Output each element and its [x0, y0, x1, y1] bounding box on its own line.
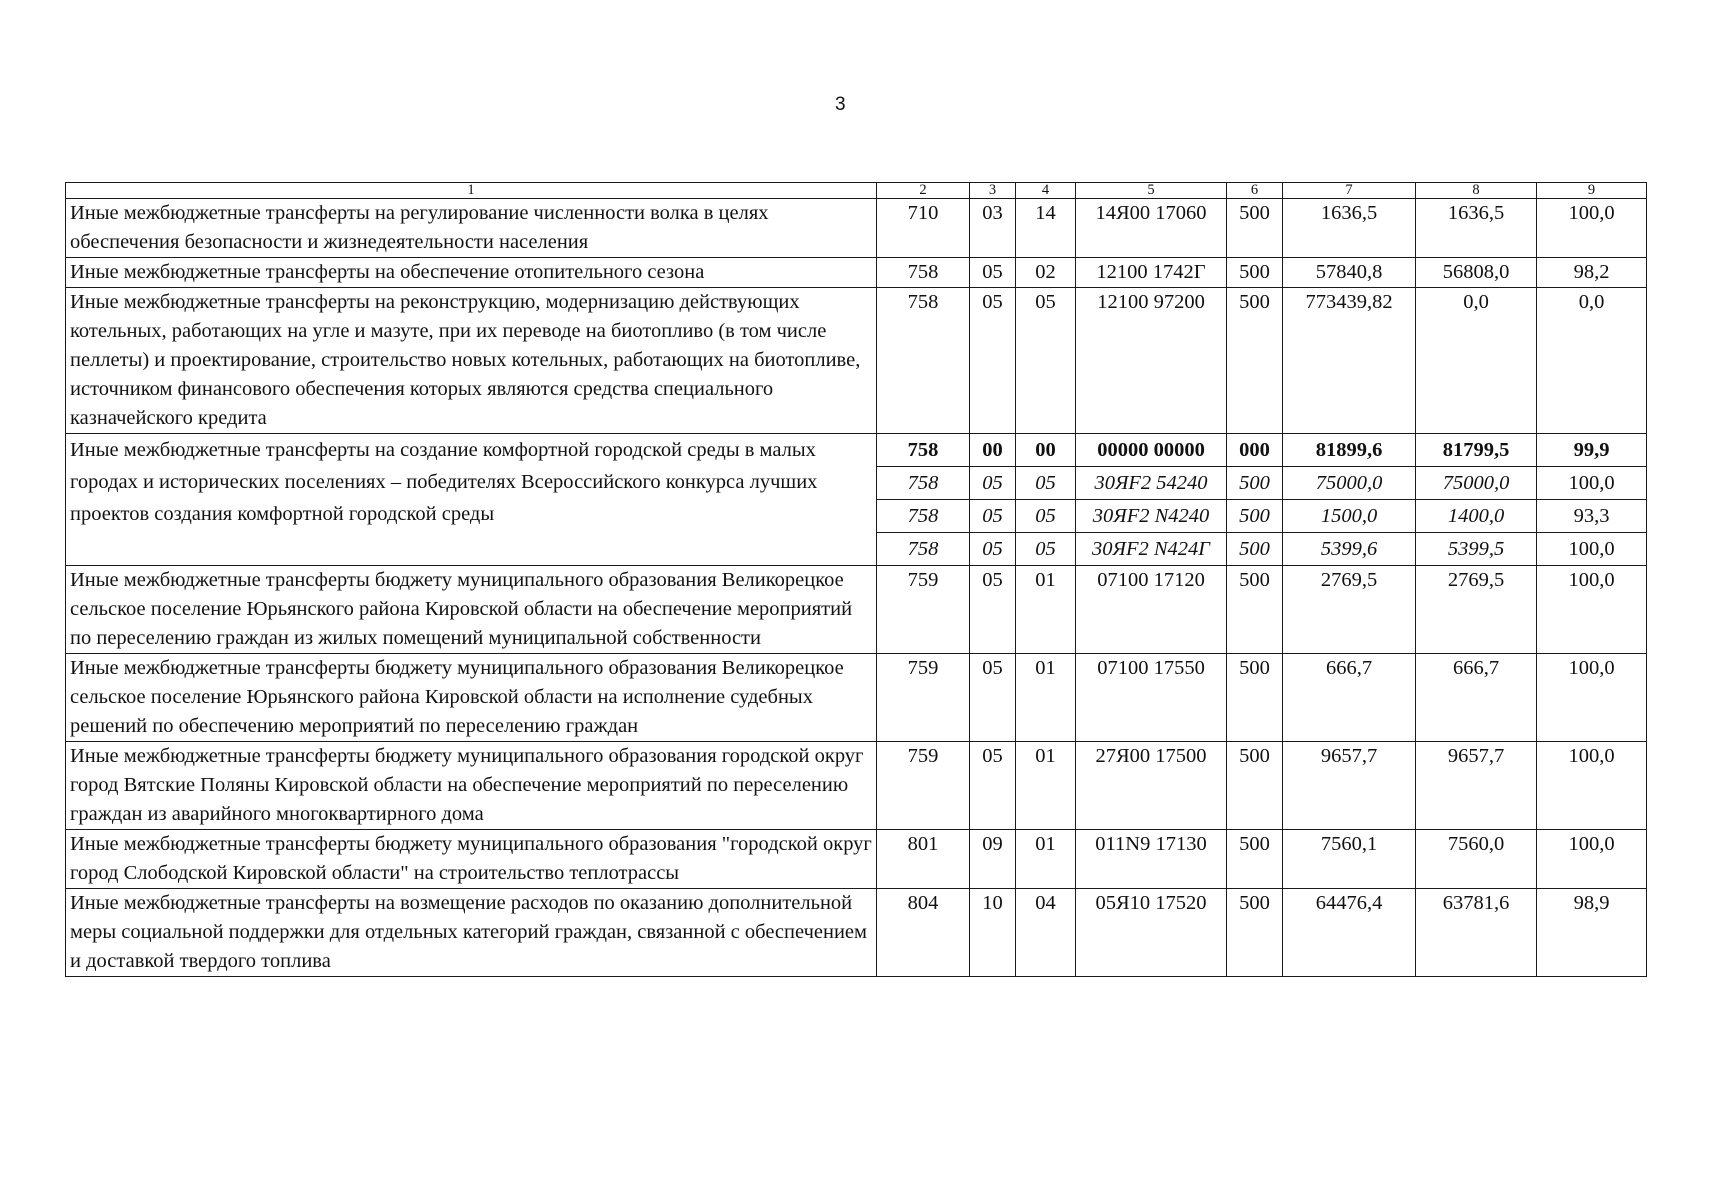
dept-code: 759 [877, 566, 970, 654]
executed-amount: 7560,0 [1416, 830, 1537, 889]
executed-amount: 56808,0 [1416, 258, 1537, 288]
planned-amount: 81899,6 [1283, 434, 1416, 467]
target-article: 27Я00 17500 [1076, 742, 1227, 830]
subsection-code: 05 [1016, 533, 1076, 566]
execution-percent: 100,0 [1537, 467, 1647, 500]
subsection-code: 05 [1016, 500, 1076, 533]
executed-amount: 81799,5 [1416, 434, 1537, 467]
expense-type: 500 [1227, 467, 1283, 500]
table-row [66, 654, 1647, 742]
expense-type: 500 [1227, 199, 1283, 258]
expense-type: 500 [1227, 830, 1283, 889]
planned-amount: 1500,0 [1283, 500, 1416, 533]
expense-type: 500 [1227, 654, 1283, 742]
execution-percent: 100,0 [1537, 830, 1647, 889]
subsection-code: 05 [1016, 467, 1076, 500]
section-code: 05 [970, 533, 1016, 566]
target-article: 05Я10 17520 [1076, 889, 1227, 977]
dept-code: 758 [877, 467, 970, 500]
execution-percent: 0,0 [1537, 288, 1647, 434]
planned-amount: 773439,82 [1283, 288, 1416, 434]
column-number: 3 [970, 183, 1016, 199]
execution-percent: 100,0 [1537, 533, 1647, 566]
column-number: 5 [1076, 183, 1227, 199]
expense-type: 500 [1227, 258, 1283, 288]
table-row [66, 742, 1647, 830]
budget-table [65, 182, 1647, 977]
row-description: Иные межбюджетные трансферты на обеспечение отопительного сезона [66, 258, 877, 288]
target-article: 12100 1742Г [1076, 258, 1227, 288]
column-number: 9 [1537, 183, 1647, 199]
table-row [66, 288, 1647, 434]
subsection-code: 04 [1016, 889, 1076, 977]
execution-percent: 100,0 [1537, 199, 1647, 258]
table-row [66, 434, 1647, 467]
subsection-code: 00 [1016, 434, 1076, 467]
table-body [66, 183, 1647, 977]
subsection-code: 05 [1016, 288, 1076, 434]
section-code: 10 [970, 889, 1016, 977]
table-row [66, 889, 1647, 977]
target-article: 07100 17550 [1076, 654, 1227, 742]
subsection-code: 14 [1016, 199, 1076, 258]
table-row [66, 566, 1647, 654]
expense-type: 500 [1227, 288, 1283, 434]
subsection-code: 01 [1016, 742, 1076, 830]
planned-amount: 64476,4 [1283, 889, 1416, 977]
executed-amount: 1636,5 [1416, 199, 1537, 258]
dept-code: 804 [877, 889, 970, 977]
dept-code: 758 [877, 533, 970, 566]
dept-code: 759 [877, 742, 970, 830]
section-code: 05 [970, 500, 1016, 533]
dept-code: 758 [877, 288, 970, 434]
table-row [66, 830, 1647, 889]
planned-amount: 7560,1 [1283, 830, 1416, 889]
expense-type: 500 [1227, 500, 1283, 533]
table-row [66, 258, 1647, 288]
section-code: 05 [970, 467, 1016, 500]
expense-type: 500 [1227, 742, 1283, 830]
row-description: Иные межбюджетные трансферты бюджету муниципального образования "городской округ город Слободской Кировской области" на строительство теплотрассы [66, 830, 877, 889]
executed-amount: 1400,0 [1416, 500, 1537, 533]
subsection-code: 01 [1016, 654, 1076, 742]
section-code: 00 [970, 434, 1016, 467]
column-number: 2 [877, 183, 970, 199]
section-code: 03 [970, 199, 1016, 258]
column-number: 7 [1283, 183, 1416, 199]
section-code: 05 [970, 288, 1016, 434]
target-article: 12100 97200 [1076, 288, 1227, 434]
execution-percent: 99,9 [1537, 434, 1647, 467]
planned-amount: 75000,0 [1283, 467, 1416, 500]
row-description: Иные межбюджетные трансферты бюджету муниципального образования Великорецкое сельское поселение Юрьянского района Кировской области на исполнение судебных решений по обеспечению мероприятий по переселению граждан [66, 654, 877, 742]
dept-code: 758 [877, 434, 970, 467]
row-description: Иные межбюджетные трансферты на возмещение расходов по оказанию дополнительной меры социальной поддержки для отдельных категорий граждан, связанной с обеспечением и доставкой твердого топлива [66, 889, 877, 977]
expense-type: 000 [1227, 434, 1283, 467]
subsection-code: 01 [1016, 566, 1076, 654]
planned-amount: 666,7 [1283, 654, 1416, 742]
execution-percent: 98,9 [1537, 889, 1647, 977]
executed-amount: 5399,5 [1416, 533, 1537, 566]
target-article: 30ЯF2 N424Г [1076, 533, 1227, 566]
subsection-code: 02 [1016, 258, 1076, 288]
execution-percent: 100,0 [1537, 566, 1647, 654]
page-number: 3 [835, 94, 846, 115]
target-article: 14Я00 17060 [1076, 199, 1227, 258]
dept-code: 758 [877, 258, 970, 288]
execution-percent: 100,0 [1537, 654, 1647, 742]
executed-amount: 2769,5 [1416, 566, 1537, 654]
target-article: 00000 00000 [1076, 434, 1227, 467]
target-article: 07100 17120 [1076, 566, 1227, 654]
section-code: 05 [970, 566, 1016, 654]
section-code: 05 [970, 654, 1016, 742]
execution-percent: 100,0 [1537, 742, 1647, 830]
row-description: Иные межбюджетные трансферты на регулирование численности волка в целях обеспечения безопасности и жизнедеятельности населения [66, 199, 877, 258]
executed-amount: 75000,0 [1416, 467, 1537, 500]
dept-code: 759 [877, 654, 970, 742]
section-code: 09 [970, 830, 1016, 889]
column-number-row [66, 183, 1647, 199]
expense-type: 500 [1227, 889, 1283, 977]
executed-amount: 63781,6 [1416, 889, 1537, 977]
column-number: 1 [66, 183, 877, 199]
planned-amount: 1636,5 [1283, 199, 1416, 258]
table-row [66, 199, 1647, 258]
column-number: 6 [1227, 183, 1283, 199]
planned-amount: 9657,7 [1283, 742, 1416, 830]
execution-percent: 98,2 [1537, 258, 1647, 288]
section-code: 05 [970, 258, 1016, 288]
target-article: 30ЯF2 N4240 [1076, 500, 1227, 533]
target-article: 30ЯF2 54240 [1076, 467, 1227, 500]
row-description: Иные межбюджетные трансферты бюджету муниципального образования Великорецкое сельское поселение Юрьянского района Кировской области на обеспечение мероприятий по переселению граждан из жилых помещений муниципальной собственности [66, 566, 877, 654]
executed-amount: 666,7 [1416, 654, 1537, 742]
executed-amount: 0,0 [1416, 288, 1537, 434]
row-description: Иные межбюджетные трансферты бюджету муниципального образования городской округ город Вятские Поляны Кировской области на обеспечение мероприятий по переселению граждан из аварийного многоквартирного дома [66, 742, 877, 830]
dept-code: 710 [877, 199, 970, 258]
expense-type: 500 [1227, 533, 1283, 566]
row-description: Иные межбюджетные трансферты на реконструкцию, модернизацию действующих котельных, работающих на угле и мазуте, при их переводе на биотопливо (в том числе пеллеты) и проектирование, строительство новых котельных, работающих на биотопливе, источником финансового обеспечения которых являются средства специального казначейского кредита [66, 288, 877, 434]
planned-amount: 5399,6 [1283, 533, 1416, 566]
target-article: 011N9 17130 [1076, 830, 1227, 889]
planned-amount: 2769,5 [1283, 566, 1416, 654]
column-number: 8 [1416, 183, 1537, 199]
dept-code: 758 [877, 500, 970, 533]
expense-type: 500 [1227, 566, 1283, 654]
section-code: 05 [970, 742, 1016, 830]
dept-code: 801 [877, 830, 970, 889]
column-number: 4 [1016, 183, 1076, 199]
execution-percent: 93,3 [1537, 500, 1647, 533]
executed-amount: 9657,7 [1416, 742, 1537, 830]
row-description: Иные межбюджетные трансферты на создание комфортной городской среды в малых городах и исторических поселениях – победителях Всероссийского конкурса лучших проектов создания комфортной городской среды [66, 434, 877, 566]
planned-amount: 57840,8 [1283, 258, 1416, 288]
subsection-code: 01 [1016, 830, 1076, 889]
